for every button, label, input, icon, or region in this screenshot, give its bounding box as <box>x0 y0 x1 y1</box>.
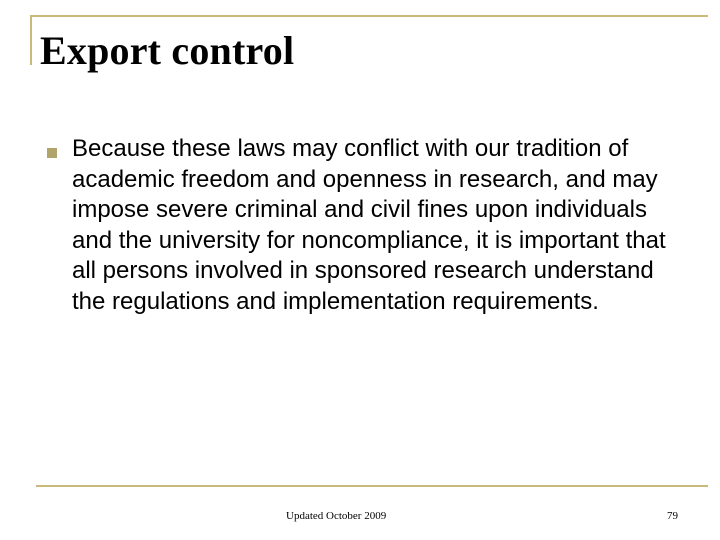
footer-divider <box>36 485 708 487</box>
bullet-text: Because these laws may conflict with our tradition of academic freedom and openness in research, and may impose severe criminal and civil fines upon individuals and the university for noncompliance, it is important that all persons involved in sponsored research understand the regulations and implementation requirements. <box>72 135 666 315</box>
title-accent-vertical-line <box>30 15 32 65</box>
footer-updated-text: Updated October 2009 <box>286 510 387 522</box>
title-accent-horizontal-line <box>30 15 708 17</box>
square-bullet-icon <box>47 148 57 158</box>
page-number: 79 <box>667 510 678 522</box>
slide-title: Export control <box>40 28 295 73</box>
